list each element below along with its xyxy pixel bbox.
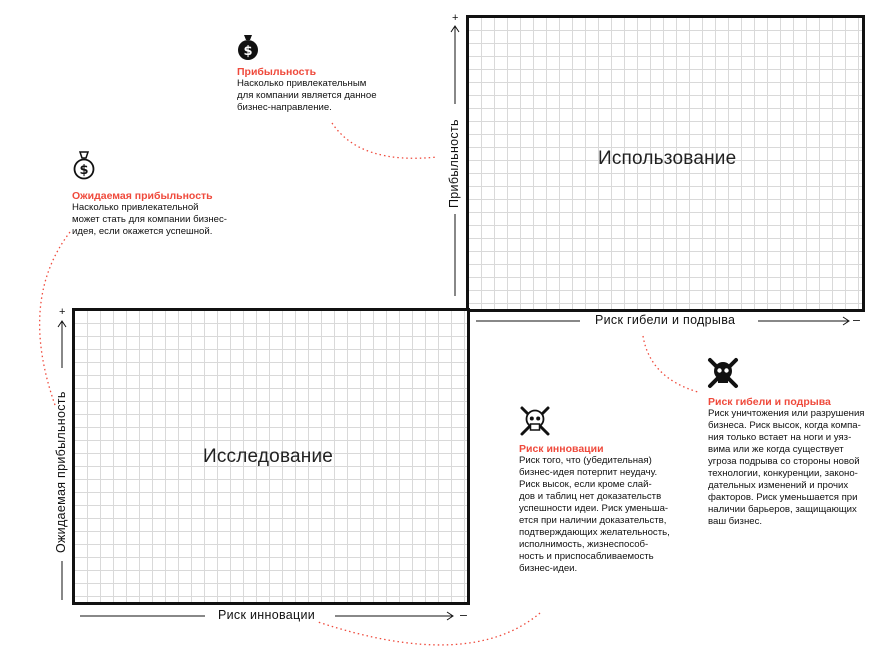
- expected-profitability-axis-label: Ожидаемая прибыльность: [54, 391, 68, 553]
- money-bag-outline-icon: [72, 150, 96, 185]
- disruption-risk-note-title: Риск гибели и подрыва: [708, 396, 831, 408]
- innovation-risk-note: [519, 443, 699, 575]
- profitability-plus-sign: +: [452, 12, 459, 24]
- expected-profitability-note-text: Насколько привлекательной может стать для компании бизнес- идея, если окажется успешной.: [72, 202, 227, 237]
- expected-profitability-note-title: Ожидаемая прибыльность: [72, 190, 213, 202]
- exploit-quadrant-title: Использование: [598, 148, 737, 169]
- skull-crossbones-icon: [707, 357, 739, 394]
- explore-quadrant-title: Исследование: [203, 446, 334, 467]
- innovation-minus-sign: –: [460, 608, 468, 622]
- profitability-note: [237, 66, 437, 114]
- profitability-note-text: Насколько привлекательным для компании является данное бизнес-направление.: [237, 78, 377, 113]
- money-bag-icon: [236, 33, 260, 66]
- expected-profitability-plus-sign: +: [59, 306, 66, 318]
- svg-text:$: $: [243, 44, 253, 59]
- svg-text:$: $: [79, 163, 89, 178]
- disruption-axis-label: Риск гибели и подрыва: [595, 313, 736, 327]
- innovation-risk-note-text: Риск того, что (убедительная) бизнес-идея потерпит неудачу. Риск высок, если кроме слай- дов и таблиц нет доказательств успешности идеи. Риск уменьша- ется при наличии доказательств, подтверждающих желательность, исполнимость, жизнеспособ- ность и приспосабливаемость бизнес-идеи.: [519, 455, 670, 574]
- disruption-risk-note: [708, 396, 888, 528]
- innovation-axis-label: Риск инновации: [218, 608, 316, 622]
- profitability-axis-label: Прибыльность: [447, 119, 461, 208]
- expected-profitability-note: [72, 190, 272, 238]
- profitability-note-title: Прибыльность: [237, 66, 317, 78]
- disruption-risk-note-text: Риск уничтожения или разрушения бизнеса. Риск высок, когда компа- ния только встает на ноги и уяз- вима или же когда существует угроза подрыва со стороны новой технологии, конкуренции, законо- дательных изменений и прочих факторов. Риск уменьшается при наличии барьеров, защищающих ваш бизнес.: [708, 408, 865, 527]
- innovation-risk-note-title: Риск инновации: [519, 443, 604, 455]
- skull-crossbones-outline-icon: [519, 405, 551, 442]
- disruption-minus-sign: –: [853, 313, 861, 327]
